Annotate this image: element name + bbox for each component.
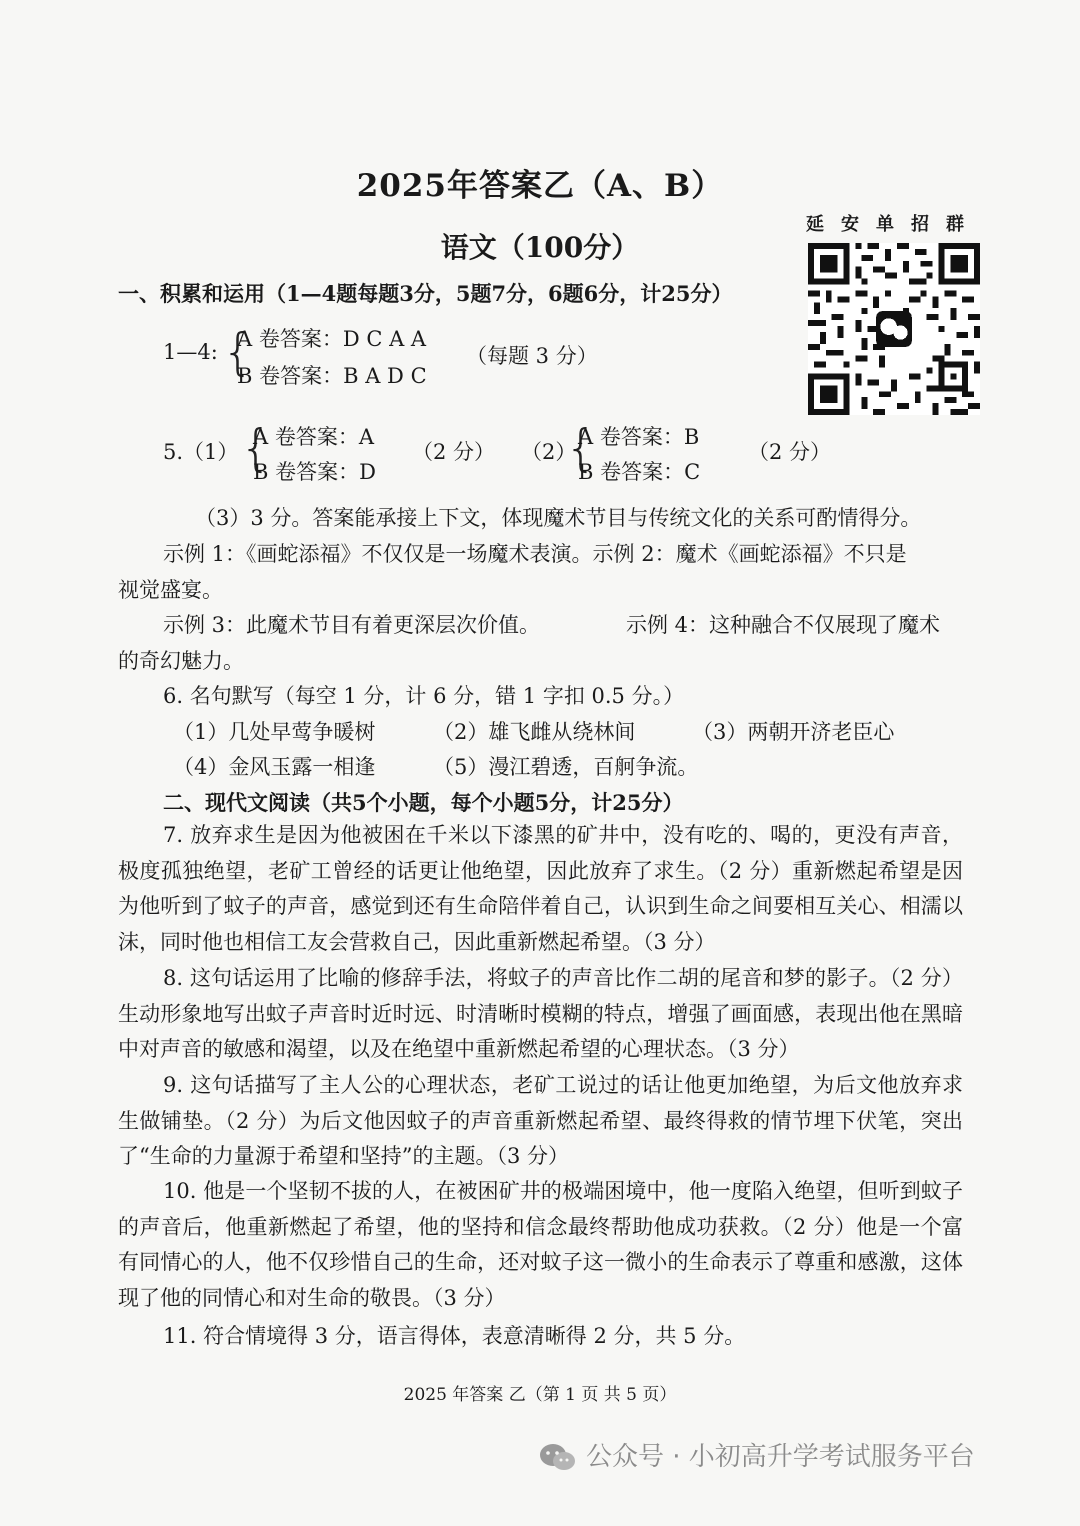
watermark-text: 公众号 · 小初高升学考试服务平台 [586,1442,975,1472]
q5-1-label: 5.（1） [163,440,239,464]
qr-code-image [808,243,980,415]
q9-answer: 9. 这句话描写了主人公的心理状态，老矿工说过的话让他更加绝望，为后文他放弃求生做铺垫。（2 分）为后文他因蚊子的声音重新燃起希望、最终得救的情节埋下伏笔，突出了“生命的力量源于希望和坚持”的主题。（3 分） [118,1073,963,1169]
q5-2-score: （2 分） [748,440,832,464]
q5-3-example-4-cont: 的奇幻魅力。 [118,649,244,673]
brace-icon: { [240,419,272,477]
q7-answer: 7. 放弃求生是因为他被困在千米以下漆黑的矿井中，没有吃的、喝的，更没有声音，极度孤独绝望，老矿工曾经的话更让他绝望，因此放弃了求生。（2 分）重新燃起希望是因为他听到了蚊子的声音，感觉到还有生命陪伴着自己，认识到生命之间要相互关心、相濡以沫，同时他也相信工友会营救自己，因此重新燃起希望。（3 分） [118,823,963,954]
q5-1-answer-b: B 卷答案：D [253,460,376,484]
subject-title: 语文（100分） [440,231,640,264]
section-1-heading: 一、积累和运用（1—4题每题3分，5题7分，6题6分，计25分） [118,281,733,306]
q11-answer: 11. 符合情境得 3 分，语言得体，表意清晰得 2 分，共 5 分。 [163,1324,746,1348]
wechat-icon [538,1441,578,1475]
qr-code-caption: 延安单招群 [806,214,981,235]
q6-answer-4: （4）金风玉露一相逢 [173,755,376,779]
q5-1-score: （2 分） [412,440,496,464]
q6-answer-1: （1）几处早莺争暖树 [173,720,376,744]
page-title: 2025年答案乙（A、B） [356,168,724,204]
brace-icon: { [222,323,254,381]
q5-1-answer-a: A 卷答案：A [253,425,375,449]
q5-2-label: （2） [521,440,577,464]
q5-3-example-4: 示例 4：这种融合不仅展现了魔术 [626,613,941,637]
q8-answer: 8. 这句话运用了比喻的修辞手法，将蚊子的声音比作二胡的尾音和梦的影子。（2 分）生动形象地写出蚊子声音时近时远、时清晰时模糊的特点，增强了画面感，表现出他在黑暗中对声音的敏感和渴望，以及在绝望中重新燃起希望的心理状态。（3 分） [118,966,963,1062]
q1-4-label: 1—4: [163,340,218,364]
section-2-heading: 二、现代文阅读（共5个小题，每个小题5分，计25分） [163,790,684,815]
q6-answer-3: （3）两朝开济老臣心 [692,720,895,744]
q5-3-answer: （3）3 分。答案能承接上下文，体现魔术节目与传统文化的关系可酌情得分。 [195,506,922,530]
q6-answer-5: （5）漫江碧透，百舸争流。 [433,755,699,779]
page-footer: 2025 年答案 乙（第 1 页 共 5 页） [403,1385,677,1405]
q6-heading: 6. 名句默写（每空 1 分，计 6 分，错 1 字扣 0.5 分。） [163,684,685,708]
watermark [538,1436,975,1475]
q5-2-answer-a: A 卷答案：B [578,425,700,449]
q1-4-answer-b: B 卷答案：B A D C [237,364,427,388]
q6-answer-2: （2）雄飞雌从绕林间 [433,720,636,744]
q5-2-answer-b: B 卷答案：C [578,460,701,484]
q1-4-answer-a: A 卷答案：D C A A [237,327,427,351]
q5-3-example-3: 示例 3：此魔术节目有着更深层次价值。 [163,613,541,637]
q5-3-example-1-2-cont: 视觉盛宴。 [118,578,223,602]
q10-answer: 10. 他是一个坚韧不拔的人，在被困矿井的极端困境中，他一度陷入绝望，但听到蚊子的声音后，他重新燃起了希望，他的坚持和信念最终帮助他成功获救。（2 分）他是一个富有同情心的人，他不仅珍惜自己的生命，还对蚊子这一微小的生命表示了尊重和感激，这体现了他的同情心和对生命的敬畏。（3 分） [118,1179,963,1310]
q5-3-example-1-2: 示例 1：《画蛇添福》不仅仅是一场魔术表演。示例 2：魔术《画蛇添福》不只是 [163,542,907,566]
q1-4-score: （每题 3 分） [466,344,598,368]
brace-icon: { [565,419,597,477]
